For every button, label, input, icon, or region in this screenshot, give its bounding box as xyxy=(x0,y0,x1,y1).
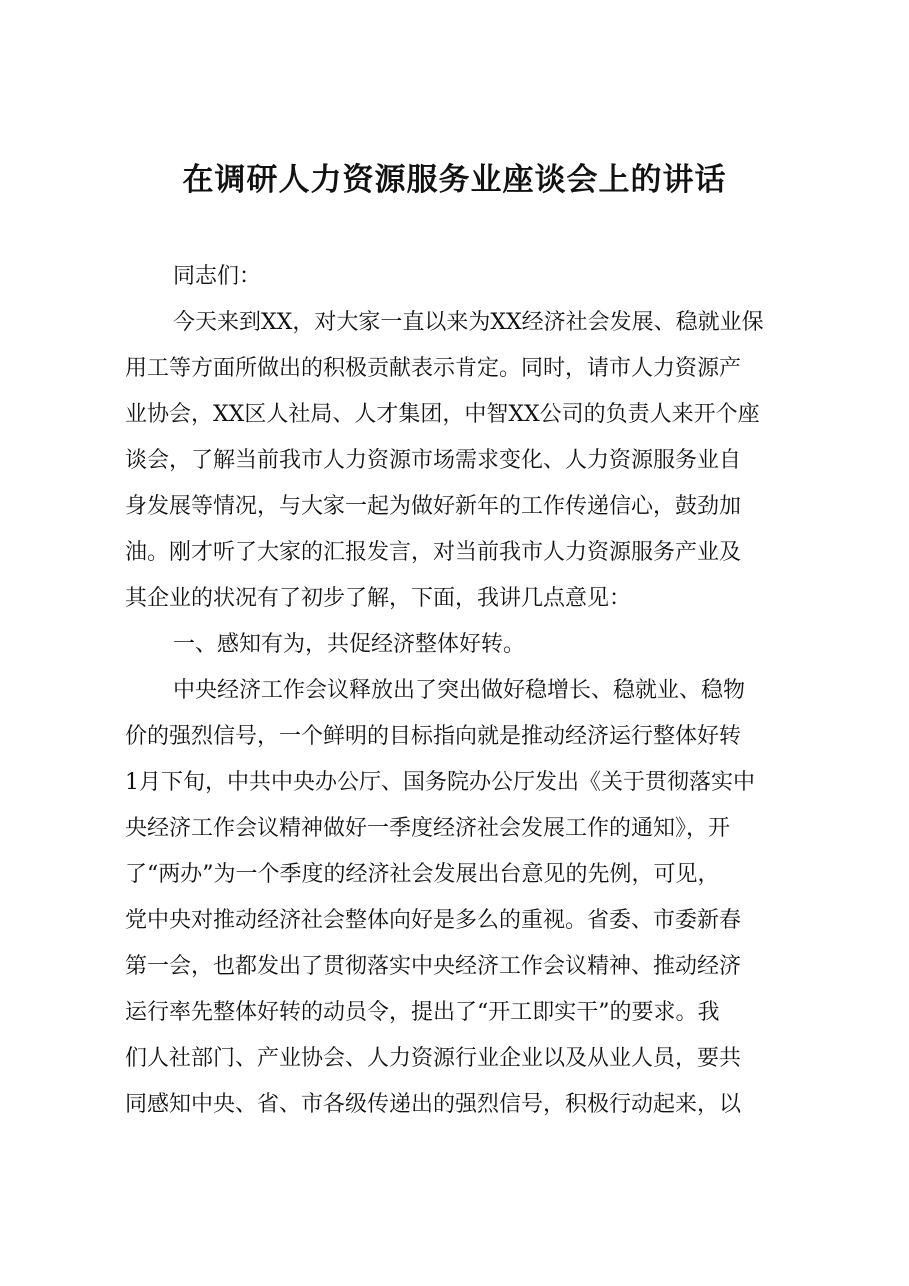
paragraph-line: 同感知中央、省、市各级传递出的强烈信号，积极行动起来，以 xyxy=(125,1092,742,1117)
paragraph-line: 1月下旬，中共中央办公厅、国务院办公厅发出《关于贯彻落实中 xyxy=(125,770,755,795)
paragraph-line: 今天来到XX，对大家一直以来为XX经济社会发展、稳就业保 xyxy=(173,310,764,335)
paragraph-line: 谈会，了解当前我市人力资源市场需求变化、人力资源服务业自 xyxy=(125,448,742,473)
paragraph-line: 们人社部门、产业协会、人力资源行业企业以及从业人员，要共 xyxy=(125,1046,742,1071)
paragraph-line: 业协会，XX区人社局、人才集团，中智XX公司的负责人来开个座 xyxy=(125,402,760,427)
paragraph-line: 了“两办”为一个季度的经济社会发展出台意见的先例，可见， xyxy=(125,862,720,887)
paragraph-line: 用工等方面所做出的积极贡献表示肯定。同时，请市人力资源产 xyxy=(125,356,742,381)
paragraph-line: 油。刚才听了大家的汇报发言，对当前我市人力资源服务产业及 xyxy=(125,540,742,565)
paragraph-line: 第一会，也都发出了贯彻落实中央经济工作会议精神、推动经济 xyxy=(125,954,742,979)
paragraph-line: 价的强烈信号，一个鲜明的目标指向就是推动经济运行整体好转 xyxy=(125,724,742,749)
salutation-line: 同志们： xyxy=(173,264,262,289)
paragraph-line: 运行率先整体好转的动员令，提出了“开工即实干”的要求。我 xyxy=(125,1000,720,1025)
document-body xyxy=(125,254,805,1128)
section-heading: 一、感知有为，共促经济整体好转。 xyxy=(173,632,526,657)
paragraph-line: 身发展等情况，与大家一起为做好新年的工作传递信心，鼓劲加 xyxy=(125,494,742,519)
paragraph-line: 中央经济工作会议释放出了突出做好稳增长、稳就业、稳物 xyxy=(173,678,746,703)
paragraph-line: 党中央对推动经济社会整体向好是多么的重视。省委、市委新春 xyxy=(125,908,742,933)
paragraph-line: 央经济工作会议精神做好一季度经济社会发展工作的通知》，开 xyxy=(125,816,731,841)
document-title: 在调研人力资源服务业座谈会上的讲话 xyxy=(182,162,727,198)
paragraph-line: 其企业的状况有了初步了解，下面，我讲几点意见： xyxy=(125,586,632,611)
